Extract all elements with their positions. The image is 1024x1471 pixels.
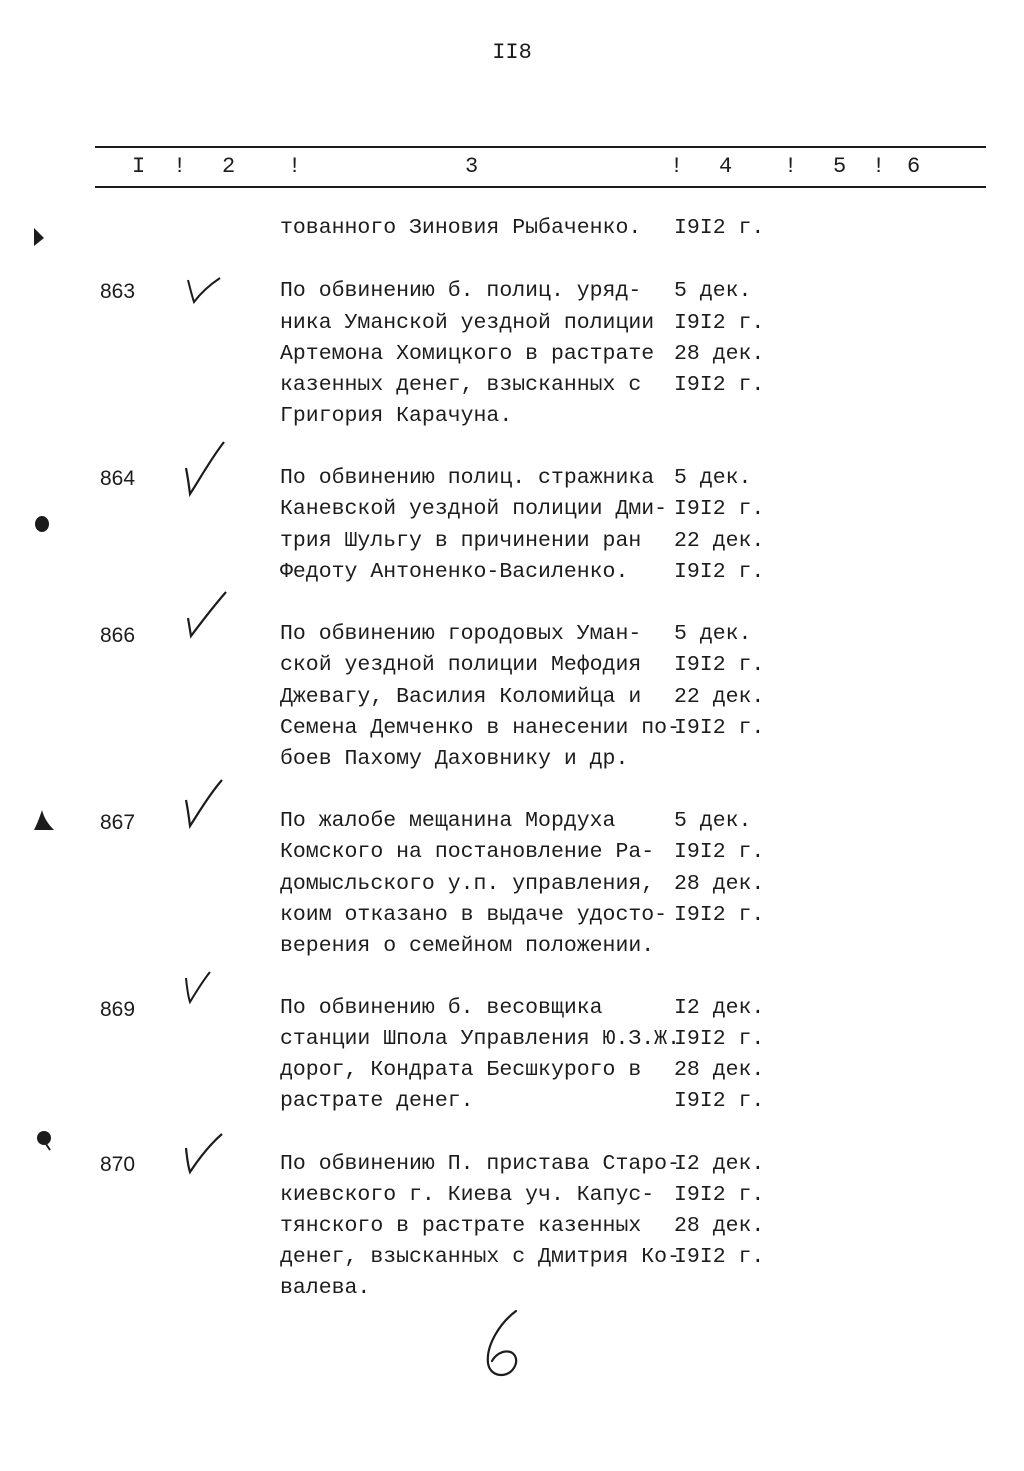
- description-line: коим отказано в выдаче удосто-: [280, 903, 668, 927]
- handwritten-page-mark-icon: [470, 1305, 540, 1385]
- description-line: Федоту Антоненко-Василенко.: [280, 560, 629, 584]
- date-line: I9I2 г.: [674, 560, 765, 584]
- date-line: I9I2 г.: [674, 373, 765, 397]
- header-separator: !: [173, 154, 187, 179]
- description-line: Комского на постановление Ра-: [280, 840, 655, 864]
- description-line: По обвинению П. пристава Старо-: [280, 1152, 680, 1176]
- date-line: 22 дек.: [674, 529, 765, 553]
- date-line: I9I2 г.: [674, 1183, 765, 1207]
- description-line: трия Шульгу в причинении ран: [280, 529, 642, 553]
- punch-hole-mark-icon: [28, 226, 48, 250]
- entry-number: 866: [100, 624, 136, 647]
- description-line: тянского в растрате казенных: [280, 1214, 642, 1238]
- header-separator: !: [288, 154, 302, 179]
- date-line: 22 дек.: [674, 685, 765, 709]
- description-line: боев Пахому Даховнику и др.: [280, 747, 629, 771]
- date-line: I9I2 г.: [674, 216, 765, 240]
- description-line: растрате денег.: [280, 1089, 474, 1113]
- description-line: Джевагу, Василия Коломийца и: [280, 685, 642, 709]
- description-line: верения о семейном положении.: [280, 934, 655, 958]
- date-line: I2 дек.: [674, 996, 765, 1020]
- date-line: 28 дек.: [674, 342, 765, 366]
- description-line: денег, взысканных с Дмитрия Ко-: [280, 1245, 680, 1269]
- header-col-6: 6: [907, 154, 921, 179]
- entry-number: 864: [100, 467, 136, 490]
- date-line: 28 дек.: [674, 1058, 765, 1082]
- entry-number: 869: [100, 998, 136, 1021]
- header-col-4: 4: [719, 154, 733, 179]
- date-line: I9I2 г.: [674, 1245, 765, 1269]
- header-col-2: 2: [222, 154, 236, 179]
- description-line: ской уездной полиции Мефодия: [280, 653, 642, 677]
- punch-hole-mark-icon: [30, 808, 56, 834]
- header-rule-top: [95, 146, 986, 148]
- punch-hole-mark-icon: [34, 1128, 54, 1152]
- description-line: киевского г. Киева уч. Капус-: [280, 1183, 655, 1207]
- date-line: I9I2 г.: [674, 716, 765, 740]
- date-line: I9I2 г.: [674, 903, 765, 927]
- description-line: станции Шпола Управления Ю.З.Ж.: [280, 1027, 680, 1051]
- date-line: I9I2 г.: [674, 311, 765, 335]
- description-line: дорог, Кондрата Бесшкурого в: [280, 1058, 642, 1082]
- header-col-5: 5: [833, 154, 847, 179]
- date-line: I9I2 г.: [674, 497, 765, 521]
- header-col-1: I: [132, 154, 146, 179]
- date-line: 5 дек.: [674, 622, 752, 646]
- date-line: I9I2 г.: [674, 1027, 765, 1051]
- description-line: По обвинению полиц. стражника: [280, 466, 655, 490]
- header-separator: !: [670, 154, 684, 179]
- date-line: I9I2 г.: [674, 1089, 765, 1113]
- checkmark-icon: [176, 590, 236, 640]
- description-line: По обвинению б. полиц. уряд-: [280, 279, 642, 303]
- description-line: Каневской уездной полиции Дми-: [280, 497, 668, 521]
- header-col-3: 3: [465, 154, 479, 179]
- description-line: ника Уманской уездной полиции: [280, 311, 655, 335]
- description-line: Артемона Хомицкого в растрате: [280, 342, 655, 366]
- checkmark-icon: [176, 438, 236, 498]
- date-line: 5 дек.: [674, 279, 752, 303]
- description-line: казенных денег, взысканных с: [280, 373, 642, 397]
- description-line: Семена Демченко в нанесении по-: [280, 716, 680, 740]
- page-number: II8: [492, 40, 532, 65]
- entry-number: 867: [100, 811, 136, 834]
- date-line: 5 дек.: [674, 466, 752, 490]
- description-line: домысльского у.п. управления,: [280, 872, 655, 896]
- entry-number: 863: [100, 280, 136, 303]
- date-line: 5 дек.: [674, 809, 752, 833]
- checkmark-icon: [176, 778, 236, 830]
- checkmark-icon: [176, 272, 236, 308]
- header-separator: !: [784, 154, 798, 179]
- checkmark-icon: [176, 1130, 236, 1176]
- header-rule-bottom: [95, 186, 986, 188]
- header-separator: !: [872, 154, 886, 179]
- description-line: Григория Карачуна.: [280, 404, 513, 428]
- date-line: I2 дек.: [674, 1152, 765, 1176]
- checkmark-icon: [176, 966, 236, 1006]
- date-line: 28 дек.: [674, 1214, 765, 1238]
- description-line: тованного Зиновия Рыбаченко.: [280, 216, 642, 240]
- description-line: По жалобе мещанина Мордуха: [280, 809, 616, 833]
- punch-hole-mark-icon: [32, 512, 52, 534]
- date-line: 28 дек.: [674, 872, 765, 896]
- entry-number: 870: [100, 1153, 136, 1176]
- date-line: I9I2 г.: [674, 840, 765, 864]
- description-line: По обвинению б. весовщика: [280, 996, 603, 1020]
- date-line: I9I2 г.: [674, 653, 765, 677]
- description-line: валева.: [280, 1276, 371, 1300]
- description-line: По обвинению городовых Уман-: [280, 622, 642, 646]
